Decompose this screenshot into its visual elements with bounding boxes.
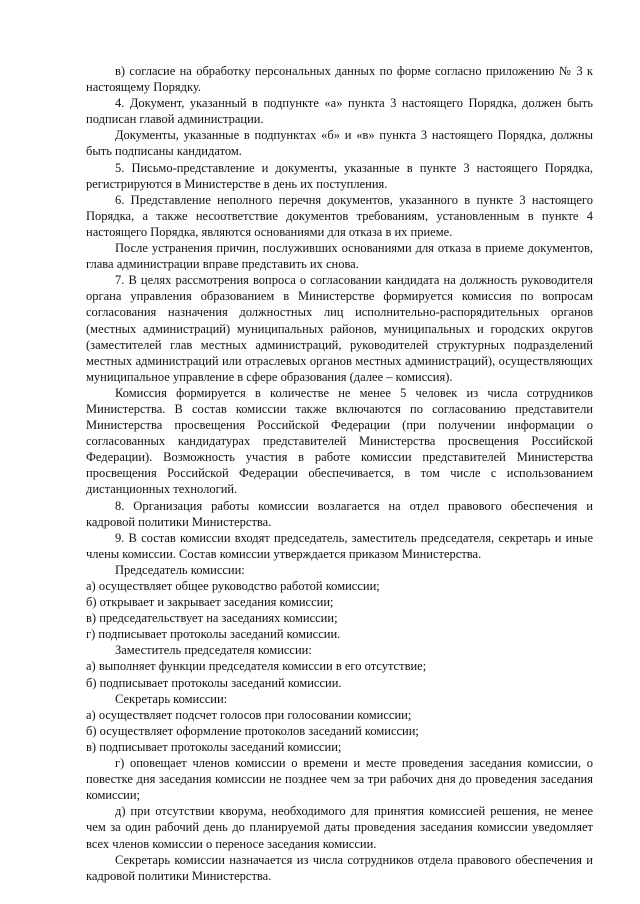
paragraph: 9. В состав комиссии входят председатель, заместитель председателя, секретарь и иные члены комиссии. Состав комиссии утверждается приказом Министерства. [86,530,593,561]
paragraph: 4. Документ, указанный в подпункте «а» пункта 3 настоящего Порядка, должен быть подписан главой администрации. [86,96,593,127]
paragraph: 6. Представление неполного перечня документов, указанного в пункте 3 настоящего Порядка, а также несоответствие документов требованиям, установленным в пункте 4 настоящего Порядка, являются основаниями для отказа в их приеме. [86,192,593,239]
paragraph: в) председательствует на заседаниях комиссии; [86,611,338,626]
paragraph: д) при отсутствии кворума, необходимого для принятия комиссией решения, не менее чем за один рабочий день до планируемой даты проведения заседания комиссии уведомляет всех членов комиссии о переносе заседания комиссии. [86,804,593,851]
paragraph: 8. Организация работы комиссии возлагается на отдел правового обеспечения и кадровой политики Министерства. [86,498,593,529]
paragraph: а) выполняет функции председателя комиссии в его отсутствие; [86,659,427,674]
paragraph: б) осуществляет оформление протоколов заседаний комиссии; [86,723,419,738]
paragraph: а) осуществляет подсчет голосов при голосовании комиссии; [86,707,412,722]
paragraph: Председатель комиссии: [115,562,245,577]
paragraph: 7. В целях рассмотрения вопроса о согласовании кандидата на должность руководителя органа управления образованием в Министерстве формируется комиссия по вопросам согласования назначения должностных лиц исполнительно-распорядительных органов (местных администраций) муниципальных районов, муниципальных и городских округов (заместителей глав местных администраций, руководителей структурных подразделений местных администраций или отраслевых органов местных администраций), осуществляющих муниципальное управление в сфере образования (далее – комиссия). [86,273,593,384]
paragraph: б) подписывает протоколы заседаний комиссии. [86,675,342,690]
paragraph: Заместитель председателя комиссии: [115,643,312,658]
paragraph: в) подписывает протоколы заседаний комиссии; [86,739,342,754]
paragraph: г) подписывает протоколы заседаний комиссии. [86,627,341,642]
paragraph: Секретарь комиссии: [115,691,228,706]
paragraph: г) оповещает членов комиссии о времени и месте проведения заседания комиссии, о повестке дня заседания комиссии не позднее чем за три рабочих дня до проведения заседания комиссии; [86,756,593,803]
paragraph: 5. Письмо-представление и документы, указанные в пункте 3 настоящего Порядка, регистрируются в Министерстве в день их поступления. [86,160,593,191]
document-body [86,63,593,884]
paragraph: Комиссия формируется в количестве не менее 5 человек из числа сотрудников Министерства. В состав комиссии также включаются по согласованию представители Министерства просвещения Российской Федерации (при получении информации о согласованных кандидатурах представителей Министерства просвещения Российской Федерации). Возможность участия в работе комиссии представителей Министерства просвещения Российской Федерации обеспечивается, в том числе с использованием дистанционных технологий. [86,385,593,497]
paragraph: а) осуществляет общее руководство работой комиссии; [86,579,380,593]
paragraph: в) согласие на обработку персональных данных по форме согласно приложению № 3 к настоящему Порядку. [86,64,593,95]
paragraph: б) открывает и закрывает заседания комиссии; [86,595,334,610]
paragraph: Документы, указанные в подпунктах «б» и «в» пункта 3 настоящего Порядка, должны быть подписаны кандидатом. [86,128,593,159]
paragraph: После устранения причин, послуживших основаниями для отказа в приеме документов, глава администрации вправе представить их снова. [86,241,593,272]
paragraph: Секретарь комиссии назначается из числа сотрудников отдела правового обеспечения и кадровой политики Министерства. [86,852,593,883]
